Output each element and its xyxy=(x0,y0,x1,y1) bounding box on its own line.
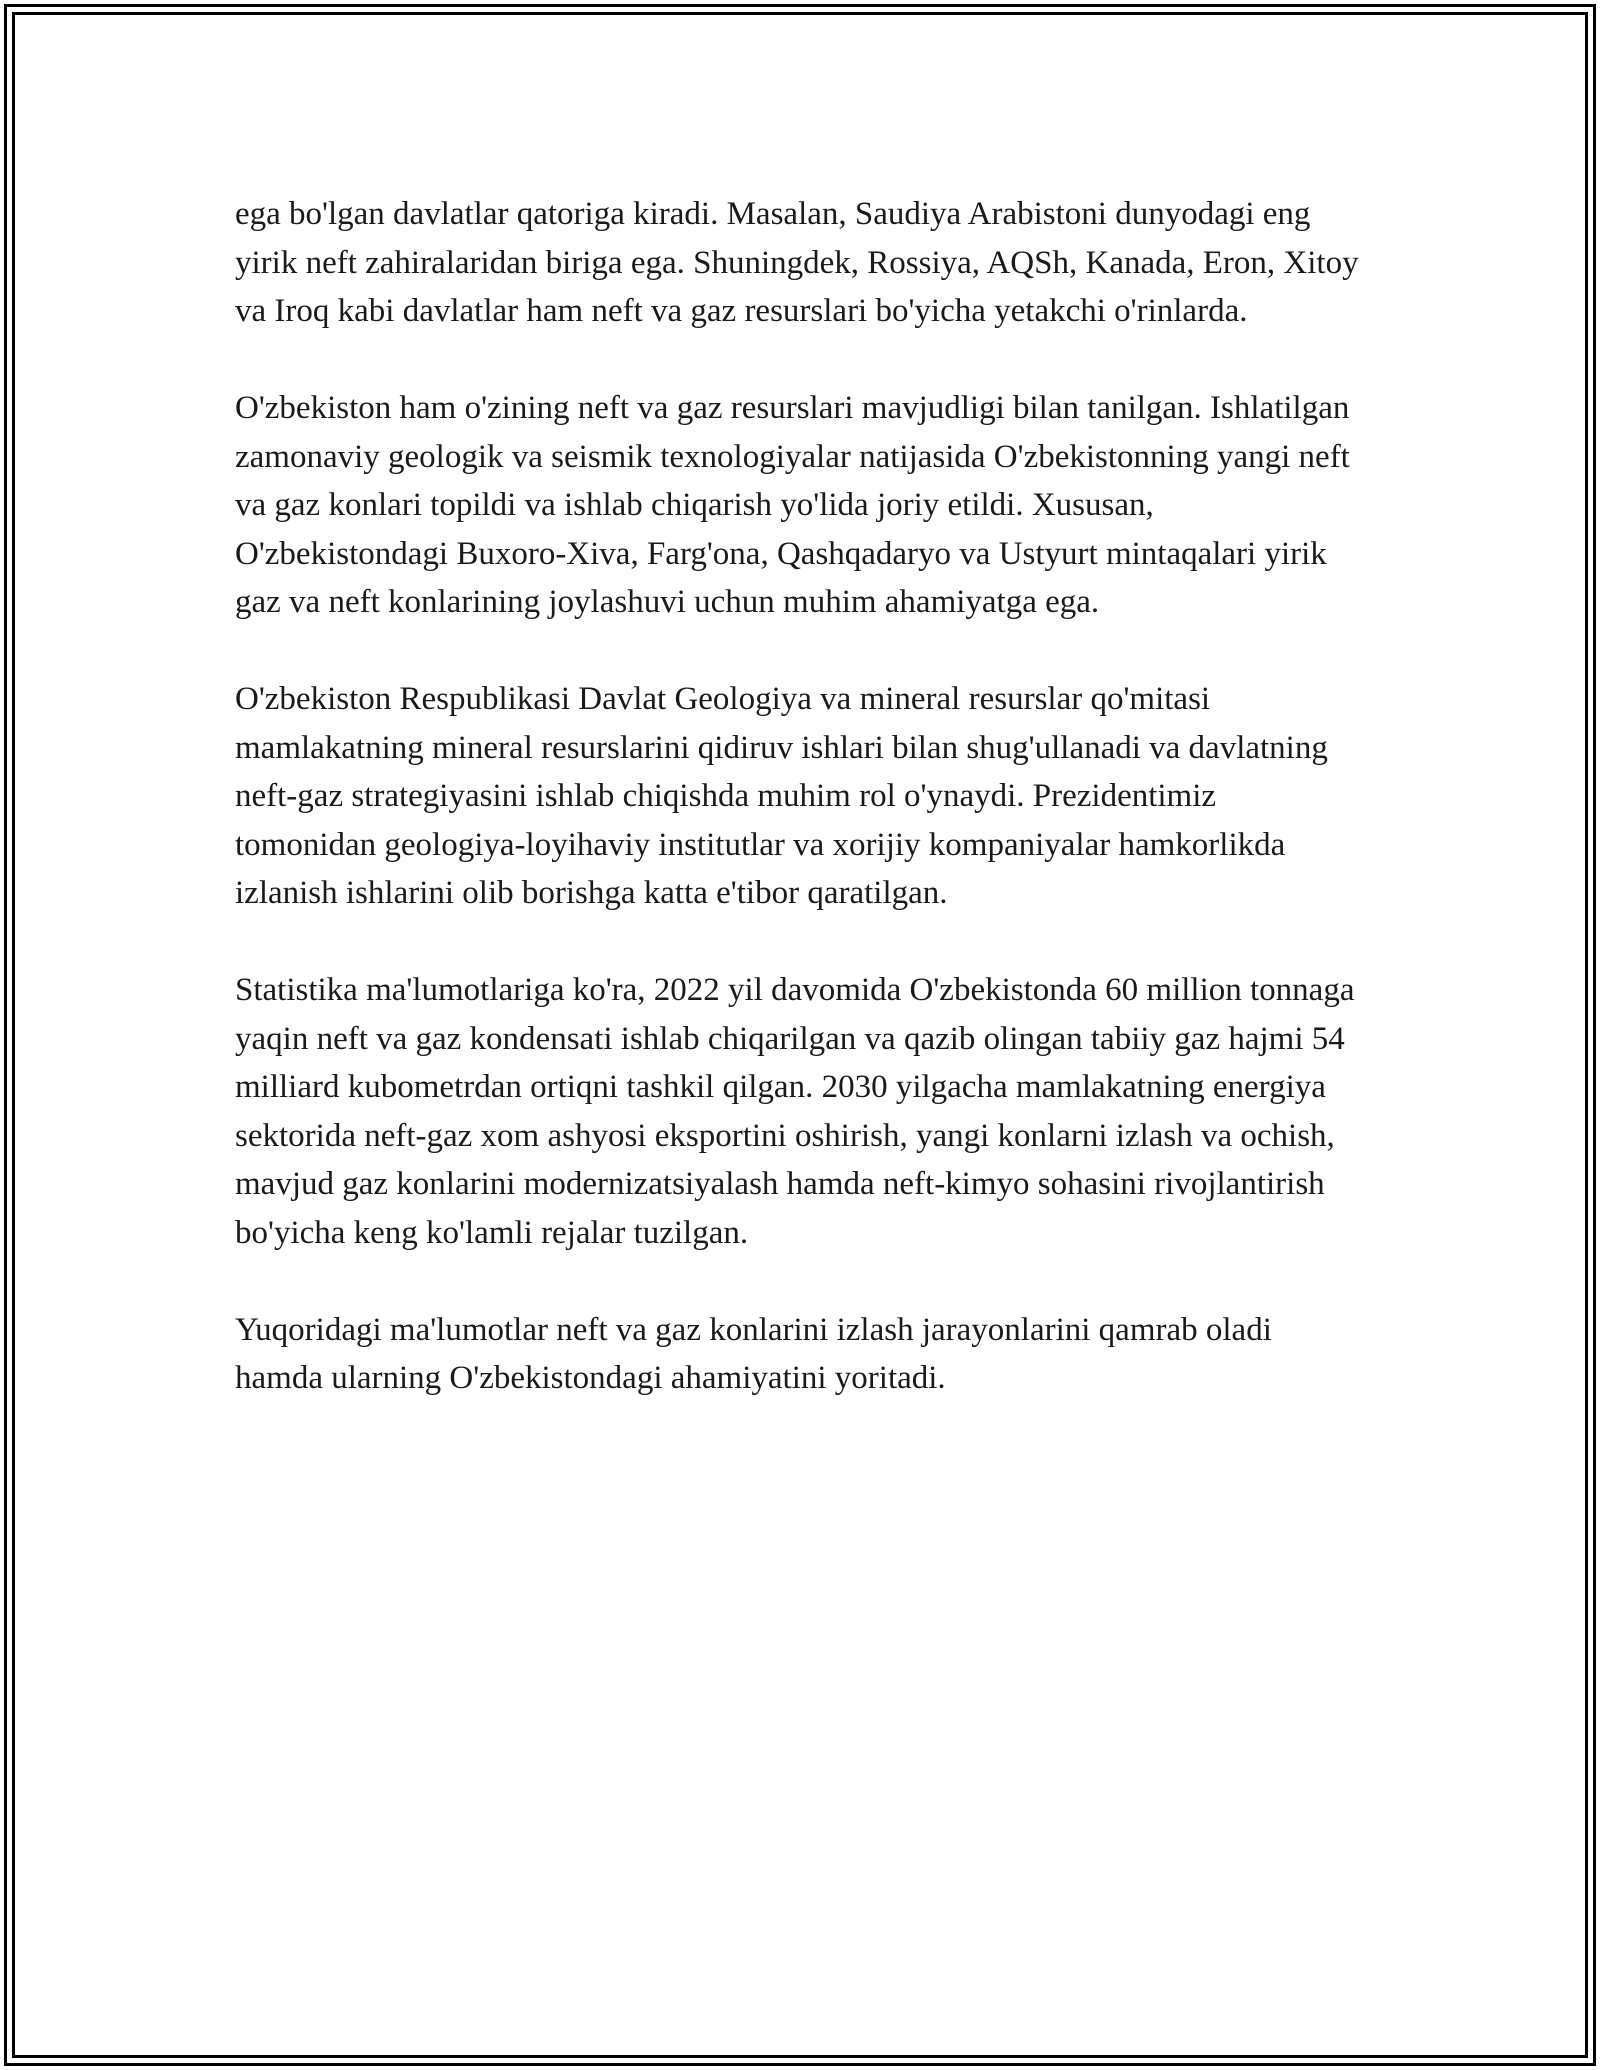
paragraph-5: Yuqoridagi ma'lumotlar neft va gaz konlarini izlash jarayonlarini qamrab oladi hamda ularning O'zbekistondagi ahamiyatini yoritadi. xyxy=(235,1311,1272,1396)
paragraph-1: ega bo'lgan davlatlar qatoriga kiradi. Masalan, Saudiya Arabistoni dunyodagi eng yirik neft zahiralaridan biriga ega. Shuningdek, Rossiya, AQSh, Kanada, Eron, Xitoy va Iroq kabi davlatlar ham neft va gaz resurslari bo'yicha yetakchi o'rinlarda. xyxy=(235,196,1359,329)
paragraph-3: O'zbekiston Respublikasi Davlat Geologiya va mineral resurslar qo'mitasi mamlakatning mineral resurslarini qidiruv ishlari bilan shug'ullanadi va davlatning neft-gaz strategiyasini ishlab chiqishda muhim rol o'ynaydi. Prezidentimiz tomonidan geologiya-loyihaviy institutlar va xorijiy kompaniyalar hamkorlikda izlanish ishlarini olib borishga katta e'tibor qaratilgan. xyxy=(235,681,1328,911)
paragraph-4: Statistika ma'lumotlariga ko'ra, 2022 yil davomida O'zbekistonda 60 million tonnaga yaqin neft va gaz kondensati ishlab chiqarilgan va qazib olingan tabiiy gaz hajmi 54 milliard kubometrdan ortiqni tashkil qilgan. 2030 yilgacha mamlakatning energiya sektorida neft-gaz xom ashyosi eksportini oshirish, yangi konlarni izlash va ochish, mavjud gaz konlarini modernizatsiyalash hamda neft-kimyo sohasini rivojlantirish bo'yicha keng ko'lamli rejalar tuzilgan. xyxy=(235,972,1355,1251)
paragraph-2: O'zbekiston ham o'zining neft va gaz resurslari mavjudligi bilan tanilgan. Ishlatilgan zamonaviy geologik va seismik texnologiyalar natijasida O'zbekistonning yangi neft va gaz konlari topildi va ishlab chiqarish yo'lida joriy etildi. Xususan, O'zbekistondagi Buxoro-Xiva, Farg'ona, Qashqadaryo va Ustyurt mintaqalari yirik gaz va neft konlarining joylashuvi uchun muhim ahamiyatga ega. xyxy=(235,390,1350,620)
document-body xyxy=(235,190,1365,1403)
